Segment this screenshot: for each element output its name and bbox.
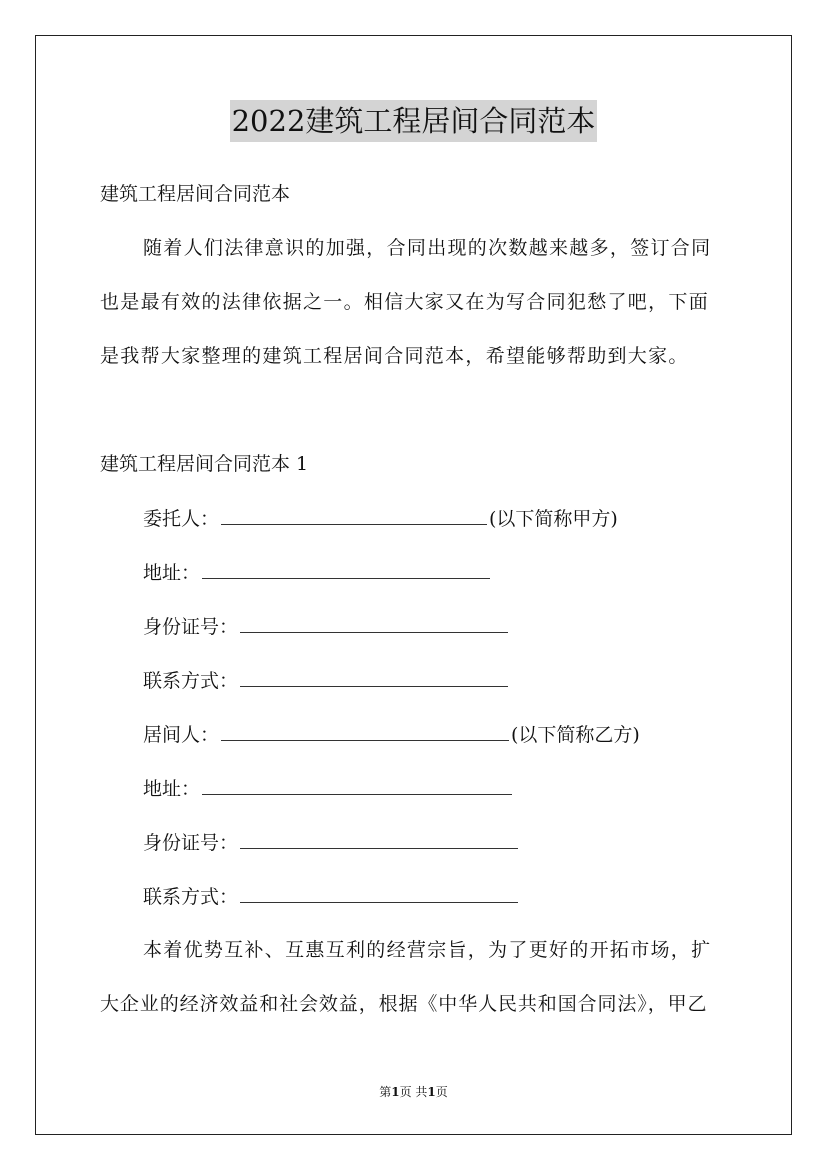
- address-b-label: 地址：: [143, 778, 201, 800]
- intermediary-blank[interactable]: [221, 722, 509, 741]
- section-heading: 建筑工程居间合同范本 1: [100, 453, 309, 475]
- address-b-field: [143, 776, 514, 801]
- footer-page-suffix: 页: [435, 1085, 448, 1099]
- address-b-blank[interactable]: [202, 776, 512, 795]
- principal-field: [143, 506, 618, 531]
- id-a-label: 身份证号：: [143, 616, 239, 638]
- title-wrap: [0, 100, 827, 142]
- footer-page-total: 1: [427, 1085, 436, 1099]
- principal-blank[interactable]: [221, 506, 487, 525]
- closing-line-1: 本着优势互补、互惠互利的经营宗旨，为了更好的开拓市场，扩: [143, 939, 712, 961]
- document-title: 2022建筑工程居间合同范本: [230, 100, 598, 142]
- address-a-label: 地址：: [143, 562, 201, 584]
- intermediary-label: 居间人：: [143, 724, 220, 746]
- contact-b-label: 联系方式：: [143, 886, 239, 908]
- closing-line-2: 大企业的经济效益和社会效益，根据《中华人民共和国合同法》，甲乙: [100, 993, 708, 1015]
- principal-label: 委托人：: [143, 508, 220, 530]
- id-b-field: [143, 830, 520, 855]
- intro-line-3: 是我帮大家整理的建筑工程居间合同范本，希望能够帮助到大家。: [100, 345, 689, 367]
- address-a-blank[interactable]: [202, 560, 490, 579]
- contact-b-blank[interactable]: [240, 884, 518, 903]
- contact-b-field: [143, 884, 520, 909]
- footer-page-current: 1: [391, 1085, 400, 1099]
- id-b-label: 身份证号：: [143, 832, 239, 854]
- document-subtitle: 建筑工程居间合同范本: [100, 183, 291, 205]
- contact-a-blank[interactable]: [240, 668, 508, 687]
- footer-page-prefix: 第: [379, 1085, 392, 1099]
- id-a-blank[interactable]: [240, 614, 508, 633]
- address-a-field: [143, 560, 492, 585]
- page-footer: [0, 1084, 827, 1100]
- intermediary-suffix: (以下简称乙方): [511, 724, 640, 746]
- principal-suffix: (以下简称甲方): [489, 508, 618, 530]
- id-b-blank[interactable]: [240, 830, 518, 849]
- intro-line-1: 随着人们法律意识的加强，合同出现的次数越来越多，签订合同: [143, 237, 712, 259]
- intermediary-field: [143, 722, 640, 747]
- contact-a-label: 联系方式：: [143, 670, 239, 692]
- intro-line-2: 也是最有效的法律依据之一。相信大家又在为写合同犯愁了吧，下面: [100, 291, 710, 313]
- id-a-field: [143, 614, 510, 639]
- contact-a-field: [143, 668, 510, 693]
- footer-page-mid: 页 共: [399, 1085, 428, 1099]
